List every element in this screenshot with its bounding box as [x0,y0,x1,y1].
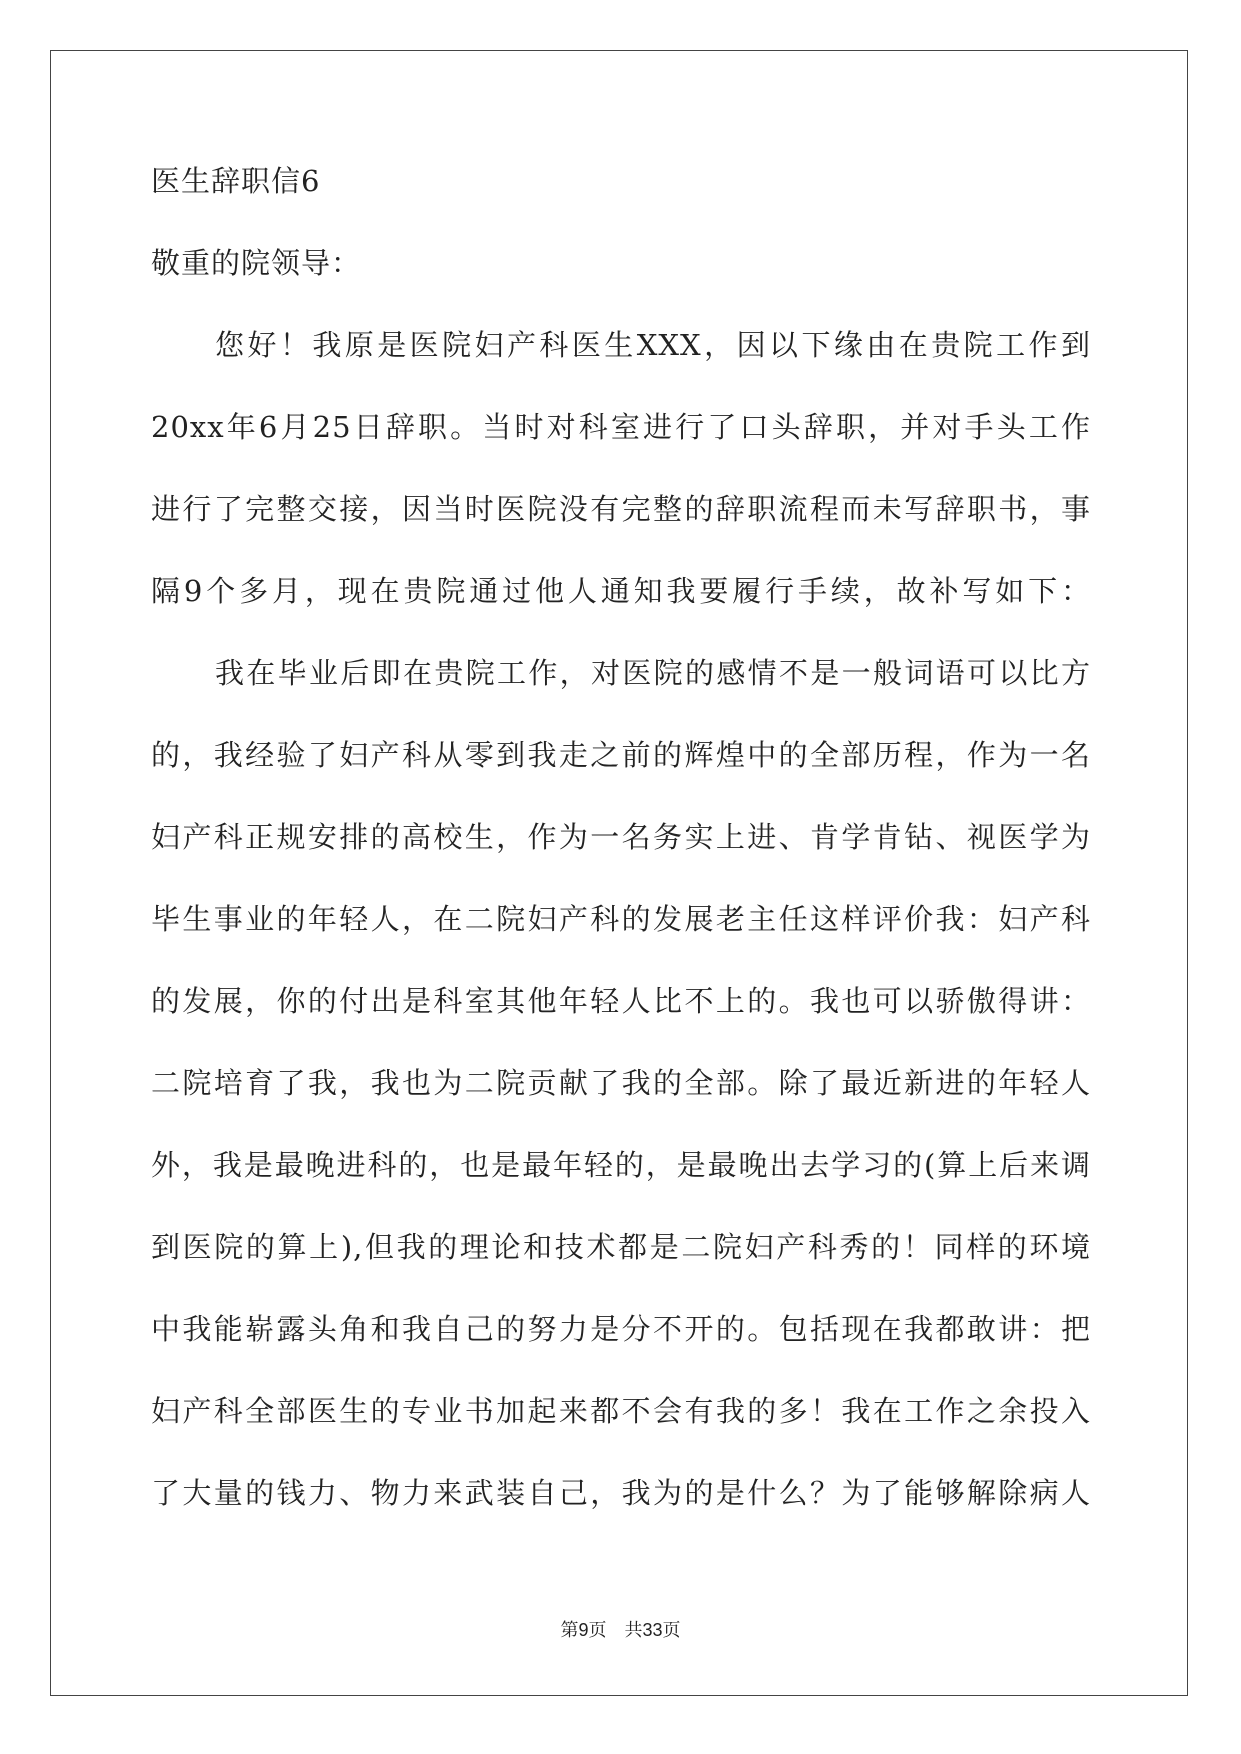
paragraph-1 [151,324,1091,652]
page-footer [0,1618,1241,1643]
text-line: 妇产科正规安排的高校生，作为一名务实上进、肯学肯钻、视医学为 [151,820,1091,854]
text-line: 外，我是最晚进科的，也是最年轻的，是最晚出去学习的(算上后来调 [151,1148,1091,1182]
page-number-suffix: 页 [662,1620,681,1641]
text-line: 妇产科全部医生的专业书加起来都不会有我的多！我在工作之余投入 [151,1394,1091,1428]
text-line: 到医院的算上),但我的理论和技术都是二院妇产科秀的！同样的环境 [151,1230,1091,1264]
text-line: 隔9个多月，现在贵院通过他人通知我要履行手续，故补写如下： [151,574,1091,608]
text-line: 毕生事业的年轻人，在二院妇产科的发展老主任这样评价我：妇产科 [151,902,1091,936]
text-line: 的发展，你的付出是科室其他年轻人比不上的。我也可以骄傲得讲： [151,984,1091,1018]
text-line: 您好！我原是医院妇产科医生XXX，因以下缘由在贵院工作到 [215,328,1091,362]
paragraph-2 [151,652,1091,1554]
text-line: 20xx年6月25日辞职。当时对科室进行了口头辞职，并对手头工作 [151,410,1091,444]
text-line: 二院培育了我，我也为二院贡献了我的全部。除了最近新进的年轻人 [151,1066,1091,1100]
text-line: 中我能崭露头角和我自己的努力是分不开的。包括现在我都敢讲：把 [151,1312,1091,1346]
current-page-number: 9 [578,1620,589,1640]
text-line: 了大量的钱力、物力来武装自己，我为的是什么？为了能够解除病人 [151,1476,1091,1510]
document-body [151,160,1091,1554]
text-line: 进行了完整交接，因当时医院没有完整的辞职流程而未写辞职书，事 [151,492,1091,526]
total-page-count: 33 [642,1620,663,1640]
page-number-middle: 页 共 [588,1620,643,1641]
text-line: 的，我经验了妇产科从零到我走之前的辉煌中的全部历程，作为一名 [151,738,1091,772]
document-title: 医生辞职信6 [151,164,321,198]
text-line: 我在毕业后即在贵院工作，对医院的感情不是一般词语可以比方 [215,656,1091,690]
page-number-prefix: 第 [560,1620,579,1641]
salutation: 敬重的院领导： [151,246,362,280]
